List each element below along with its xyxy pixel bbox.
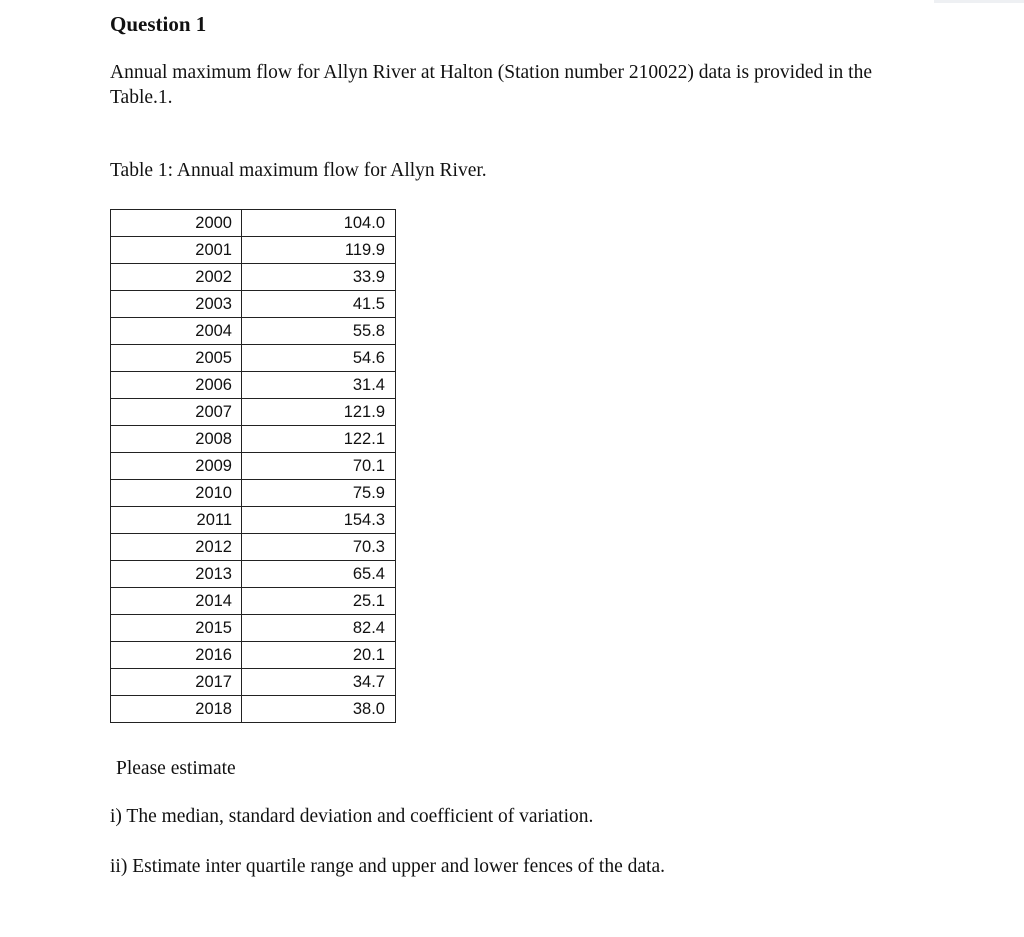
prompt-text: Please estimate xyxy=(116,758,236,779)
year-cell: 2018 xyxy=(111,696,242,723)
flow-cell: 54.6 xyxy=(242,345,396,372)
year-cell: 2002 xyxy=(111,264,242,291)
flow-cell: 70.3 xyxy=(242,534,396,561)
table-row xyxy=(111,399,396,426)
year-cell: 2017 xyxy=(111,669,242,696)
table-row xyxy=(111,372,396,399)
table-row xyxy=(111,318,396,345)
flow-cell: 25.1 xyxy=(242,588,396,615)
flow-cell: 38.0 xyxy=(242,696,396,723)
question-heading: Question 1 xyxy=(110,12,207,36)
flow-cell: 31.4 xyxy=(242,372,396,399)
table-row xyxy=(111,345,396,372)
table-caption: Table 1: Annual maximum flow for Allyn River. xyxy=(110,160,487,181)
table-row xyxy=(111,426,396,453)
table-row xyxy=(111,507,396,534)
flow-cell: 154.3 xyxy=(242,507,396,534)
flow-table xyxy=(110,209,396,723)
year-cell: 2008 xyxy=(111,426,242,453)
year-cell: 2015 xyxy=(111,615,242,642)
year-cell: 2006 xyxy=(111,372,242,399)
flow-cell: 34.7 xyxy=(242,669,396,696)
task-item-2: ii) Estimate inter quartile range and upper and lower fences of the data. xyxy=(110,856,665,877)
flow-cell: 122.1 xyxy=(242,426,396,453)
year-cell: 2013 xyxy=(111,561,242,588)
year-cell: 2007 xyxy=(111,399,242,426)
table-row xyxy=(111,561,396,588)
year-cell: 2011 xyxy=(111,507,242,534)
table-row xyxy=(111,669,396,696)
year-cell: 2001 xyxy=(111,237,242,264)
flow-cell: 33.9 xyxy=(242,264,396,291)
flow-cell: 70.1 xyxy=(242,453,396,480)
table-row xyxy=(111,696,396,723)
table-row xyxy=(111,642,396,669)
table-row xyxy=(111,588,396,615)
flow-cell: 20.1 xyxy=(242,642,396,669)
year-cell: 2016 xyxy=(111,642,242,669)
flow-cell: 75.9 xyxy=(242,480,396,507)
intro-paragraph: Annual maximum flow for Allyn River at Halton (Station number 210022) data is provided in the Table.1. xyxy=(110,62,872,108)
year-cell: 2003 xyxy=(111,291,242,318)
table-row xyxy=(111,453,396,480)
year-cell: 2009 xyxy=(111,453,242,480)
flow-cell: 104.0 xyxy=(242,210,396,237)
flow-cell: 121.9 xyxy=(242,399,396,426)
year-cell: 2000 xyxy=(111,210,242,237)
year-cell: 2010 xyxy=(111,480,242,507)
year-cell: 2012 xyxy=(111,534,242,561)
flow-cell: 82.4 xyxy=(242,615,396,642)
table-row xyxy=(111,534,396,561)
table-row xyxy=(111,210,396,237)
table-row xyxy=(111,237,396,264)
flow-cell: 41.5 xyxy=(242,291,396,318)
year-cell: 2005 xyxy=(111,345,242,372)
table-row xyxy=(111,291,396,318)
table-row xyxy=(111,480,396,507)
page-edge xyxy=(934,0,1024,3)
year-cell: 2004 xyxy=(111,318,242,345)
table-row xyxy=(111,615,396,642)
task-item-1: i) The median, standard deviation and coefficient of variation. xyxy=(110,806,594,827)
flow-cell: 65.4 xyxy=(242,561,396,588)
flow-table-body xyxy=(111,210,396,723)
year-cell: 2014 xyxy=(111,588,242,615)
flow-cell: 119.9 xyxy=(242,237,396,264)
flow-cell: 55.8 xyxy=(242,318,396,345)
table-row xyxy=(111,264,396,291)
